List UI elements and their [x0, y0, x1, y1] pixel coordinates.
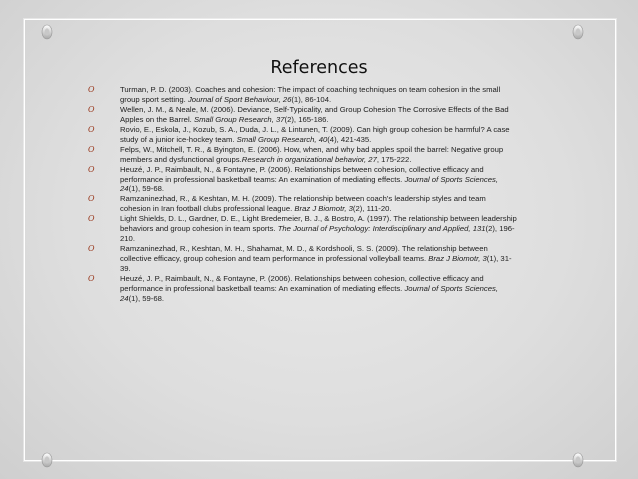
reference-source: Journal of Sports Sciences, 24: [120, 174, 499, 194]
reference-text: Turman, P. D. (2003). Coaches and cohesion: The impact of coaching techniques on team cohesion in the small group sport setting.: [120, 85, 501, 104]
rivet-icon: [572, 452, 584, 468]
reference-text: Rovio, E., Eskola, J., Kozub, S. A., Duda, J. L., & Lintunen, T. (2009). Can high group cohesion be harmful? A case study of a junior ice-hockey team.: [120, 124, 510, 144]
reference-item: [88, 145, 518, 165]
bullet-icon: O: [88, 244, 95, 254]
bullet-icon: O: [88, 104, 95, 114]
reference-pages: , 175-222.: [376, 154, 412, 164]
bullet-icon: O: [88, 144, 95, 154]
rivet-icon: [572, 24, 584, 40]
bullet-icon: O: [88, 124, 95, 134]
bullet-icon: O: [88, 273, 95, 283]
reference-pages: (2), 165-186.: [284, 114, 329, 124]
reference-item: [88, 165, 518, 195]
reference-source: Braz J Biomotr, 3: [428, 254, 487, 264]
rivet-icon: [41, 452, 53, 468]
reference-text: Light Shields, D. L., Gardner, D. E., Light Bredemeier, B. J., & Bostro, A. (1997). The relationship between leadership behaviors and group cohesion in team sports.: [120, 214, 517, 234]
reference-pages: (1), 31-39.: [120, 254, 512, 273]
reference-item: [88, 214, 518, 244]
reference-source: Small Group Research, 37: [193, 114, 285, 124]
reference-pages: (1), 59-68.: [128, 184, 165, 194]
reference-source: Journal of Sport Behaviour, 26: [187, 94, 292, 104]
reference-source: Small Group Research, 40: [236, 134, 328, 144]
reference-item: [88, 194, 518, 214]
bullet-icon: O: [88, 85, 95, 94]
bullet-icon: O: [88, 194, 95, 204]
reference-item: [88, 105, 518, 125]
reference-pages: (2), 111-20.: [352, 204, 392, 214]
reference-pages: (2), 196-210.: [120, 224, 515, 244]
reference-source: The Journal of Psychology: Interdisciplinary and Applied, 131: [277, 224, 486, 234]
reference-text: Heuzé, J. P., Raimbault, N., & Fontayne, P. (2006). Relationships between cohesion, collective efficacy and performance in professional basketball teams: An examination of mediating effects.: [120, 164, 484, 184]
reference-text: Felps, W., Mitchell, T. R., & Byington, E. (2006). How, when, and why bad apples spoil the barrel: Negative group members and dysfunctional groups.: [120, 144, 504, 164]
reference-source: Braz J Biomotr, 3: [294, 204, 353, 214]
reference-source: Research in organizational behavior, 27: [241, 154, 377, 164]
reference-text: Ramzaninezhad, R., & Keshtan, M. H. (2009). The relationship between coach's leadership styles and team cohesion in Iran football clubs professional league.: [120, 194, 486, 214]
reference-text: Ramzaninezhad, R., Keshtan, M. H., Shahamat, M. D., & Kordshooli, S. S. (2009). The relationship between collective efficacy, group cohesion and team performance in professional volleyball teams.: [120, 244, 488, 264]
bullet-icon: O: [88, 214, 95, 224]
reference-item: [88, 85, 518, 105]
reference-item: [88, 244, 518, 274]
reference-item: [88, 125, 518, 145]
page-title: References: [270, 58, 368, 78]
reference-pages: (1), 59-68.: [128, 293, 165, 303]
reference-pages: (4), 421-435.: [327, 134, 372, 144]
reference-text: Heuzé, J. P., Raimbault, N., & Fontayne, P. (2006). Relationships between cohesion, collective efficacy and performance in professional basketball teams: An examination of mediating effects.: [120, 273, 484, 293]
reference-text: Wellen, J. M., & Neale, M. (2006). Deviance, Self-Typicality, and Group Cohesion The Corrosive Effects of the Bad Apples on the Barrel.: [120, 104, 509, 124]
reference-item: [88, 274, 518, 304]
reference-list: [88, 85, 518, 304]
reference-pages: (1), 86-104.: [291, 94, 332, 104]
rivet-icon: [41, 24, 53, 40]
reference-source: Journal of Sports Sciences, 24: [120, 283, 499, 303]
bullet-icon: O: [88, 164, 95, 174]
